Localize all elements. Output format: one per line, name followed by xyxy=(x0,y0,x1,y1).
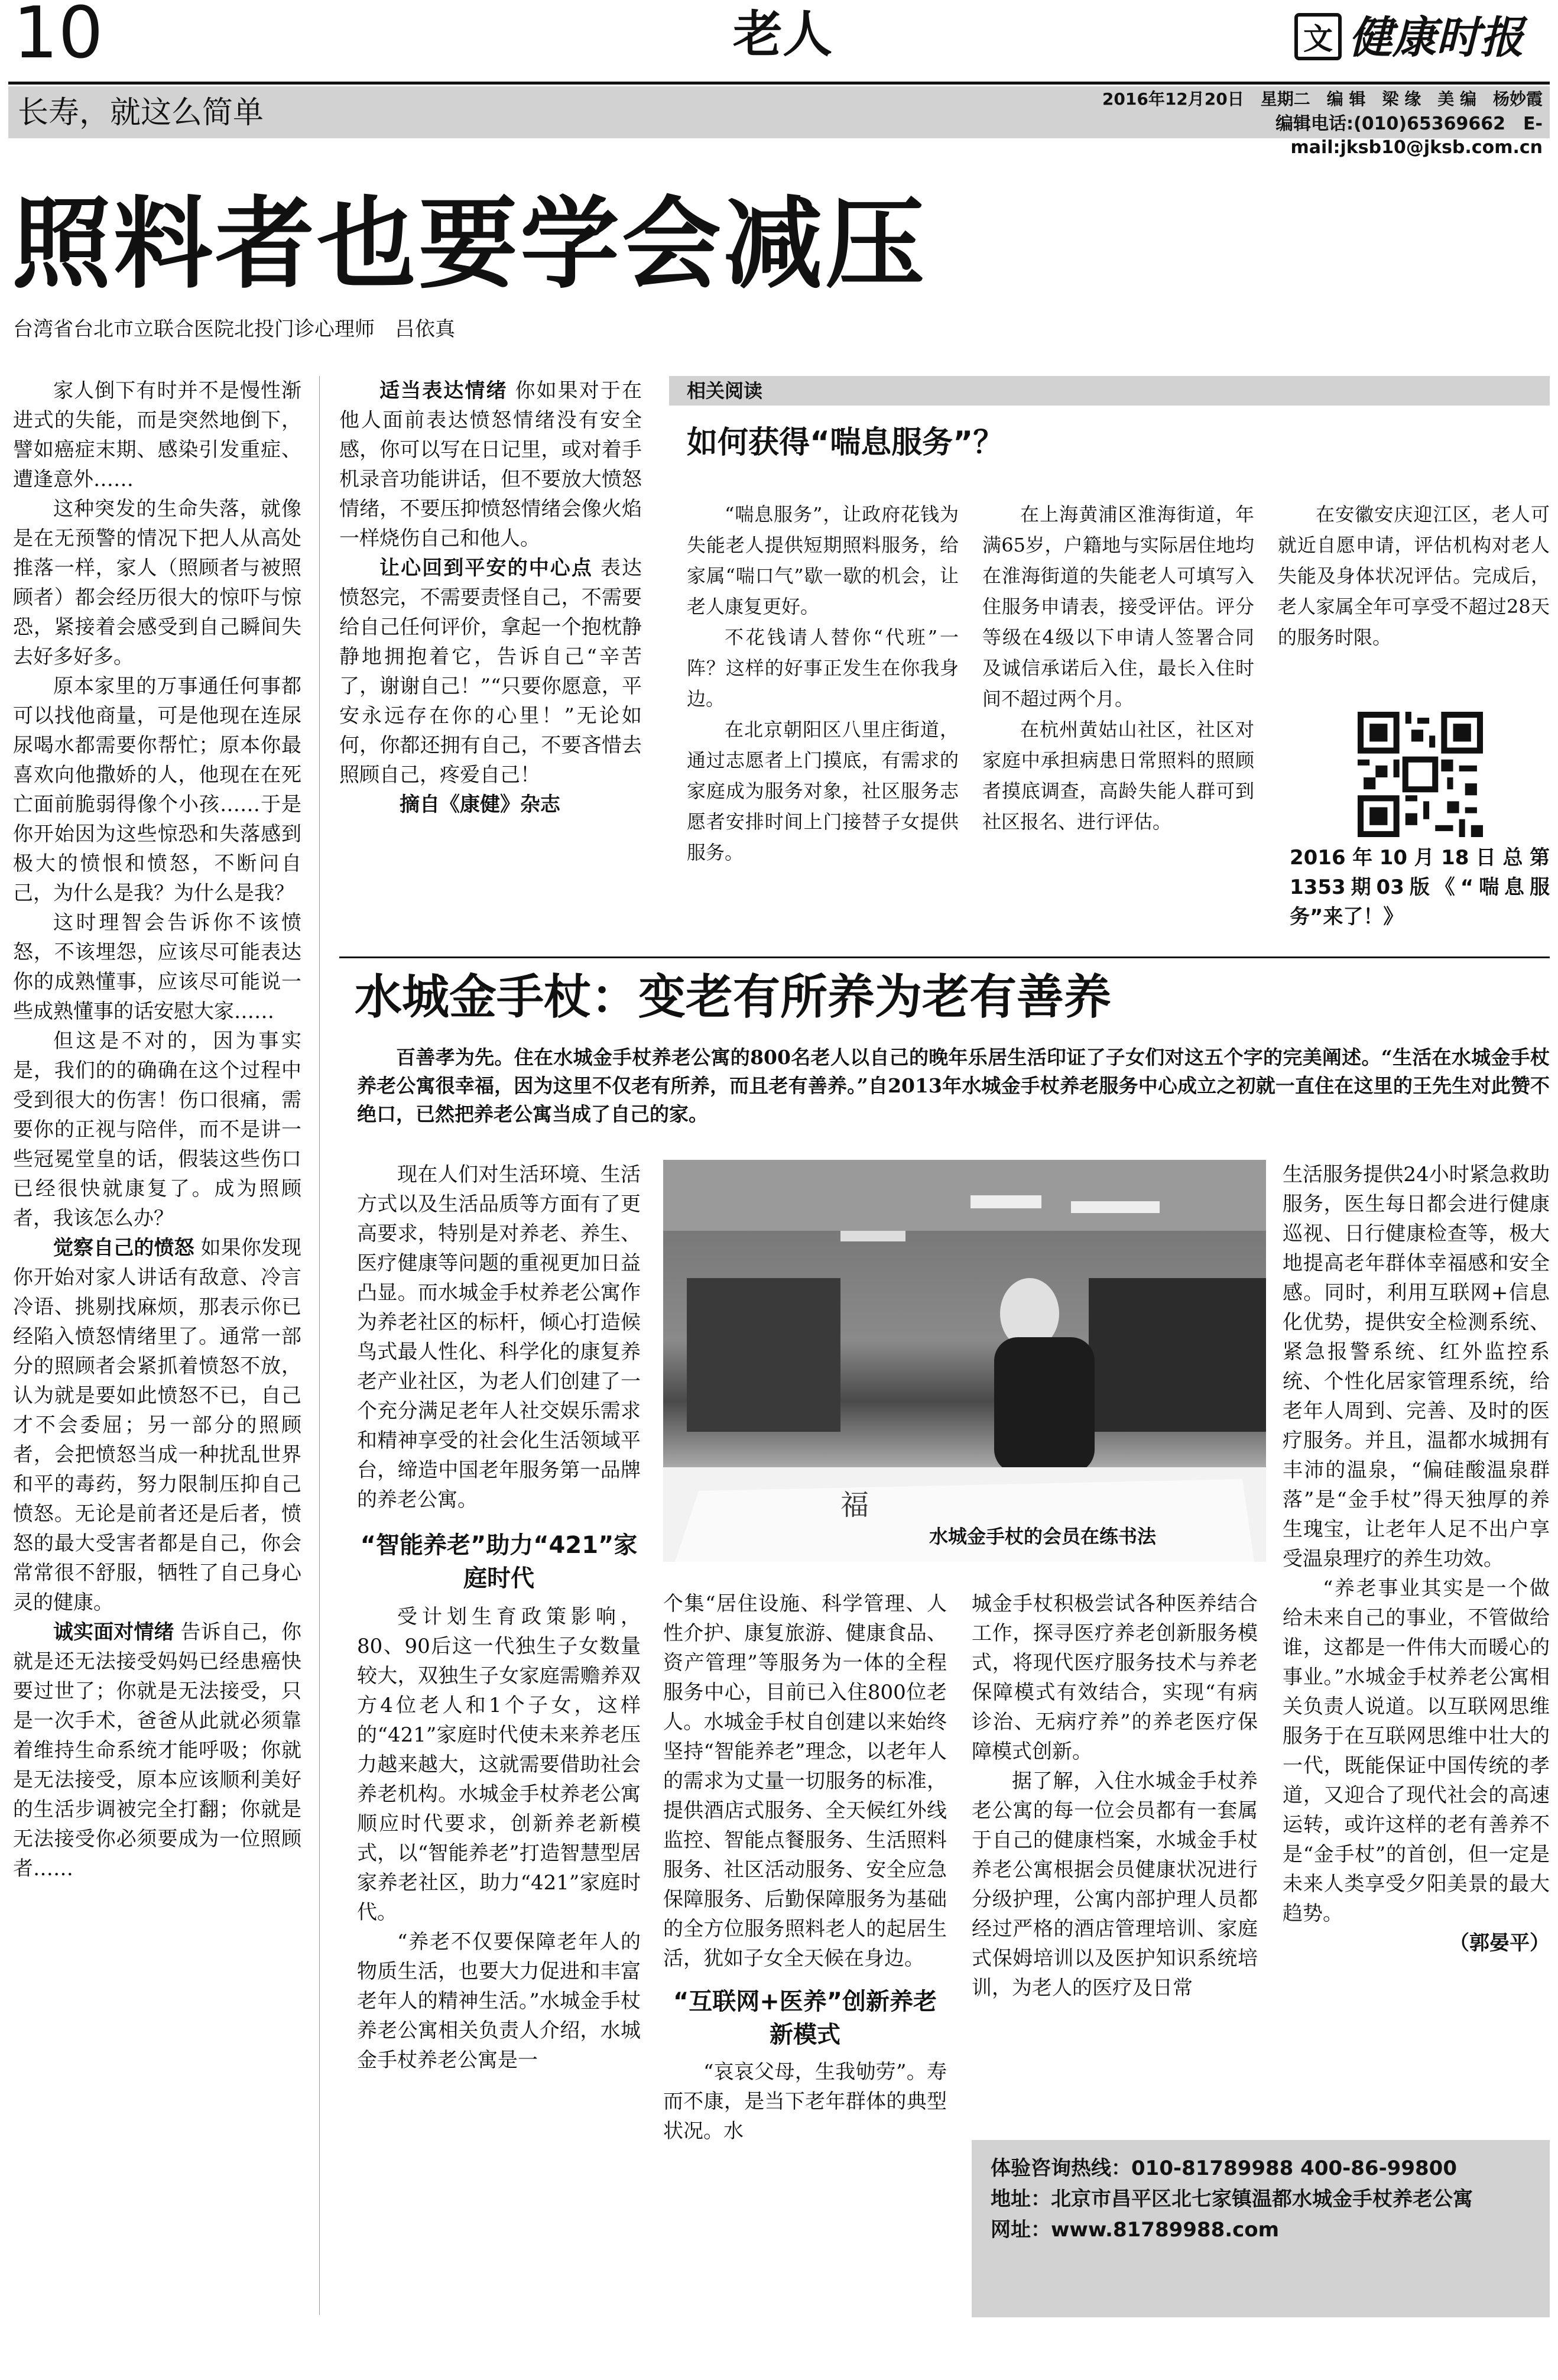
article2-paragraph: 据了解，入住水城金手杖养老公寓的每一位会员都有一套属于自己的健康档案，水城金手杖养老公寓根据会员健康状况进行分级护理，公寓内部护理人员都经过严格的酒店管理培训、家庭式保姆培训以及医护知识系统培训，为老人的医疗及日常 xyxy=(972,1769,1258,2000)
article-photo xyxy=(663,1160,1266,1562)
contact-box xyxy=(972,2140,1550,2317)
article2-paragraph: 现在人们对生活环境、生活方式以及生活品质等方面有了更高要求，特别是对养老、养生、医疗健康等问题的重视更加日益凸显。而水城金手杖养老公寓作为养老社区的标杆，倾心打造候鸟式最人性化、科学化的康复养老产业社区，为老人们创建了一个充分满足老年人社交娱乐需求和精神享受的社会化生活领域平台，缔造中国老年服务第一品牌的养老公寓。 xyxy=(357,1163,641,1512)
article1-paragraph: 这种突发的生命失落，就像是在无预警的情况下把人从高处推落一样，家人（照顾者与被照顾者）都会经历很大的惊吓与惊恐，紧接着会感受到自己瞬间失去好多好多。 xyxy=(13,497,301,669)
sidebar-label: 相关阅读 xyxy=(669,376,1550,406)
article1-column-2 xyxy=(339,376,642,932)
paragraph-text: 表达愤怒完，不需要责怪自己，不需要给自己任何评价，拿起一个抱枕静静地拥抱着它，告诉自己“辛苦了，谢谢自己！”“只要你愿意，平安永远存在你的心里！”无论如何，你都还拥有自己，不要吝惜去照顾自己，疼爱自己！ xyxy=(339,556,642,787)
article2-subhead: “互联网+医养”创新养老新模式 xyxy=(673,1988,937,2048)
photo-caption: 水城金手杖的会员在练书法 xyxy=(929,1525,1157,1548)
article2-column-a xyxy=(357,1160,641,2319)
article1-paragraph: 家人倒下有时并不是慢性渐进式的失能，而是突然地倒下，譬如癌症末期、感染引发重症、遭逢意外…… xyxy=(13,379,301,491)
sidebar-column-3 xyxy=(1278,499,1550,653)
sidebar-box xyxy=(669,376,1550,938)
article1-paragraph xyxy=(13,1233,301,1617)
contact-line: 编辑电话:(010)65369662 E-mail:jksb10@jksb.com.cn xyxy=(1275,114,1543,158)
article2-paragraph: “养老不仅要保障老年人的物质生活，也要大力促进和丰富老年人的精神生活。”水城金手杖养老公寓相关负责人介绍，水城金手杖养老公寓是一 xyxy=(357,1930,641,2072)
article2-author: （郭晏平） xyxy=(1449,1931,1550,1955)
article1-paragraph xyxy=(339,376,642,553)
article1-headline: 照料者也要学会减压 xyxy=(12,185,927,302)
contact-website[interactable]: 网址：www.81789988.com xyxy=(991,2218,1280,2242)
subhead-lead: 适当表达情绪 xyxy=(379,379,508,403)
article1-column-1 xyxy=(13,376,301,2315)
column-divider xyxy=(319,376,320,2315)
logo-seal-icon: 文 xyxy=(1294,13,1342,60)
paragraph-text: 你如果对于在他人面前表达愤怒情绪没有安全感，你可以写在日记里，或对着手机录音功能讲话，但不要放大愤怒情绪，不要压抑愤怒情绪会像火焰一样烧伤自己和他人。 xyxy=(339,379,642,550)
article2-paragraph: 生活服务提供24小时紧急救助服务，医生每日都会进行健康巡视、日行健康检查等，极大地提高老年群体幸福感和安全感。同时，利用互联网+信息化优势，提供安全检测系统、紧急报警系统、红外监控系统、个性化居家管理系统，给老年人周到、完善、及时的医疗服务。并且，温都水城拥有丰沛的温泉，“偏硅酸温泉群落”是“金手杖”得天独厚的养生瑰宝，让老年人足不出户享受温泉理疗的养生功效。 xyxy=(1283,1163,1550,1571)
newspaper-logo xyxy=(1294,11,1543,65)
article1-byline: 台湾省台北市立联合医院北投门诊心理师 吕依真 xyxy=(13,317,455,341)
svg-text:福: 福 xyxy=(840,1489,869,1522)
paragraph-text: 告诉自己，你就是还无法接受妈妈已经患癌快要过世了；你就是无法接受，只是一次手术，爸爸从此就必须靠着维持生命系统才能呼吸；你就是无法接受，原本应该顺利美好的生活步调被完全打翻；你就是无法接受你必须要成为一位照顾者…… xyxy=(13,1620,301,1880)
article1-paragraph: 但这是不对的，因为事实是，我们的的确确在这个过程中受到很大的伤害！伤口很痛，需要你的正视与陪伴，而不是讲一些冠冕堂皇的话，假装这些伤口已经很快就康复了。成为照顾者，我该怎么办？ xyxy=(13,1029,301,1230)
page-number: 10 xyxy=(13,0,103,74)
sidebar-title: 如何获得“喘息服务”？ xyxy=(687,425,1004,461)
sidebar-paragraph: 不花钱请人替你“代班”一阵？这样的好事正发生在你我身边。 xyxy=(687,626,959,710)
date-line: 2016年12月20日 星期二 编 辑 梁 缘 美 编 杨妙霞 xyxy=(1102,89,1543,109)
article2-paragraph: “哀哀父母，生我劬劳”。寿而不康，是当下老年群体的典型状况。水 xyxy=(663,2060,947,2143)
article2-paragraph: 个集“居住设施、科学管理、人性介护、康复旅游、健康食品、资产管理”等服务为一体的全程服务中心，目前已入住800位老人。水城金手杖自创建以来始终坚持“智能养老”理念，以老年人的需求为丈量一切服务的标准，提供酒店式服务、全天候红外线监控、智能点餐服务、生活照料服务、社区活动服务、安全应急保障服务、后勤保障服务为基础的全方位服务照料老人的起居生活，犹如子女全天候在身边。 xyxy=(663,1592,947,1970)
sidebar-column-2 xyxy=(982,499,1254,837)
article1-paragraph xyxy=(13,1617,301,1883)
subhead-lead: 让心回到平安的中心点 xyxy=(379,556,593,580)
sidebar-paragraph: “喘息服务”，让政府花钱为失能老人提供短期照料服务，给家属“喘口气”歇一歇的机会，让老人康复更好。 xyxy=(687,503,959,618)
article1-paragraph: 这时理智会告诉你不该愤怒，不该埋怨，应该尽可能表达你的成熟懂事，应该尽可能说一些成熟懂事的话安慰大家…… xyxy=(13,911,301,1023)
article2-column-d xyxy=(1283,1160,1550,2114)
contact-address: 地址：北京市昌平区北七家镇温都水城金手杖养老公寓 xyxy=(991,2187,1473,2211)
article2-paragraph: 城金手杖积极尝试各种医养结合工作，探寻医疗养老创新服务模式，将现代医疗服务技术与养老保障模式有效结合，实现“有病诊治、无病疗养”的养老医疗保障模式创新。 xyxy=(972,1592,1258,1763)
paragraph-text: 如果你发现你开始对家人讲话有敌意、冷言冷语、挑剔找麻烦，那表示你已经陷入愤怒情绪里了。通常一部分的照顾者会紧抓着愤怒不放，认为就是要如此愤怒不已，自己才不会委屈；另一部分的照顾者，会把愤怒当成一种扰乱世界和平的毒药，努力限制压抑自己愤怒。无论是前者还是后者，愤怒的最大受害者都是自己，你会常常很不舒服，牺牲了自己身心灵的健康。 xyxy=(13,1236,301,1614)
subhead-lead: 诚实面对情绪 xyxy=(53,1620,174,1644)
article2-column-b xyxy=(663,1589,947,2320)
article1-paragraph: 原本家里的万事通任何事都可以找他商量，可是他现在连尿尿喝水都需要你帮忙；原本你最喜欢向他撒娇的人，他现在在死亡面前脆弱得像个小孩……于是你开始因为这些惊恐和失落感到极大的愤恨和愤怒，不断问自己，为什么是我？为什么是我？ xyxy=(13,675,301,905)
header-rule xyxy=(8,82,1550,85)
article2-lead: 百善孝为先。住在水城金手杖养老公寓的800名老人以自己的晚年乐居生活印证了子女们对这五个字的完美阐述。“生活在水城金手杖养老公寓很幸福，因为这里不仅老有所养，而且老有善养。”自2013年水城金手杖养老服务中心成立之初就一直住在这里的王先生对此赞不绝口，已然把养老公寓当成了自己的家。 xyxy=(357,1046,1550,1126)
qr-code-icon[interactable] xyxy=(1358,712,1483,837)
section-divider xyxy=(339,956,1550,958)
article2-headline: 水城金手杖：变老有所养为老有善养 xyxy=(355,969,1111,1024)
sidebar-paragraph: 在杭州黄姑山社区，社区对家庭中承担病患日常照料的照顾者摸底调查，高龄失能人群可到社区报名、进行评估。 xyxy=(982,718,1254,833)
sidebar-paragraph: 在上海黄浦区淮海街道，年满65岁，户籍地与实际居住地均在淮海街道的失能老人可填写入住服务申请表，接受评估。评分等级在4级以下申请人签署合同及诚信承诺后入住，最长入住时间不超过两个月。 xyxy=(982,503,1254,710)
qr-caption: 2016年10月18日总第1353期03版《“喘息服务”来了！》 xyxy=(1290,846,1550,929)
calligraphy-scene xyxy=(663,1160,1266,1562)
article2-subhead: “智能养老”助力“421”家庭时代 xyxy=(360,1532,638,1592)
contact-hotline: 体验咨询热线：010-81789988 400-86-99800 xyxy=(991,2157,1457,2180)
article2-paragraph: “养老事业其实是一个做给未来自己的事业，不管做给谁，这都是一件伟大而暖心的事业。”水城金手杖养老公寓相关负责人说道。以互联网思维服务于在互联网思维中壮大的一代，既能保证中国传统的孝道，又迎合了现代社会的高速运转，或许这样的老有善养不是“金手杖”的首创，但一定是未来人类享受夕阳美景的最大趋势。 xyxy=(1283,1577,1550,1925)
article1-source: 摘自《康健》杂志 xyxy=(400,793,560,816)
logo-text: 健康时报 xyxy=(1349,12,1524,63)
subhead-lead: 觉察自己的愤怒 xyxy=(53,1236,194,1260)
section-title: 老人 xyxy=(733,5,833,63)
article1-paragraph xyxy=(339,553,642,790)
article2-column-c xyxy=(972,1589,1258,2121)
sidebar-column-1 xyxy=(687,499,959,868)
article2-paragraph: 受计划生育政策影响，80、90后这一代独生子女数量较大，双独生子女家庭需赡养双方4位老人和1个子女，这样的“421”家庭时代使未来养老压力越来越大，这就需要借助社会养老机构。水城金手杖养老公寓顺应时代要求，创新养老新模式，以“智能养老”打造智慧型居家养老社区，助力“421”家庭时代。 xyxy=(357,1605,641,1924)
column-name: 长寿，就这么简单 xyxy=(18,95,264,131)
sidebar-paragraph: 在安徽安庆迎江区，老人可就近自愿申请，评估机构对老人失能及身体状况评估。完成后，老人家属全年可享受不超过28天的服务时限。 xyxy=(1278,503,1550,648)
sidebar-paragraph: 在北京朝阳区八里庄街道，通过志愿者上门摸底，有需求的家庭成为服务对象，社区服务志愿者安排时间上门接替子女提供服务。 xyxy=(687,718,959,864)
